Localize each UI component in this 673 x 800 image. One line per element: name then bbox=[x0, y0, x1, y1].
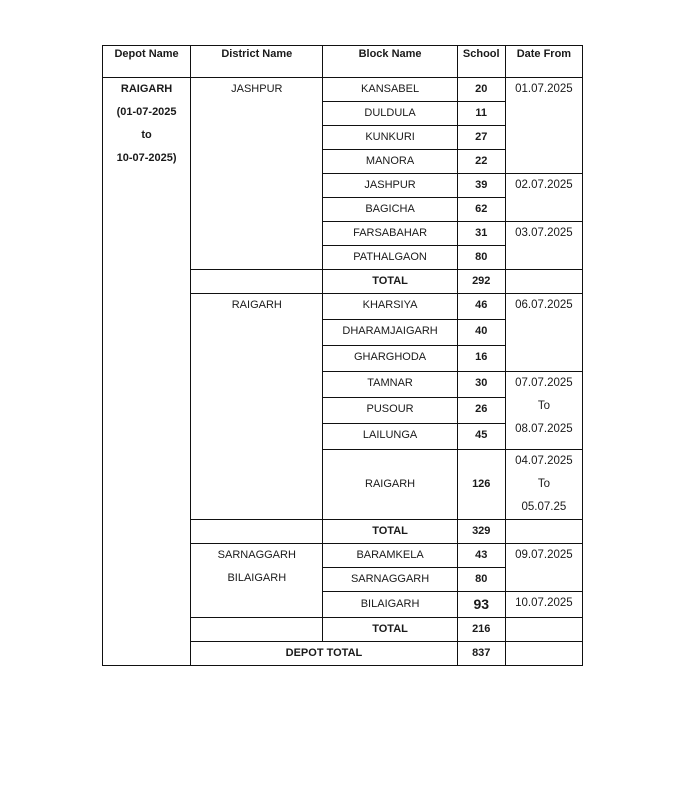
school-count: 27 bbox=[457, 126, 505, 150]
depot-total-date-blank bbox=[505, 642, 582, 666]
depot-name-cell bbox=[103, 78, 191, 666]
block-name: KUNKURI bbox=[323, 126, 457, 150]
total-district-blank bbox=[191, 520, 323, 544]
district-jashpur: JASHPUR bbox=[191, 78, 323, 270]
date-range-to-label: To bbox=[537, 400, 550, 412]
date-from: 10.07.2025 bbox=[505, 592, 582, 618]
date-range-to: 08.07.2025 bbox=[515, 423, 573, 435]
date-range-to: 05.07.25 bbox=[521, 501, 567, 513]
school-count: 31 bbox=[457, 222, 505, 246]
total-label: TOTAL bbox=[323, 270, 457, 294]
depot-total-value: 837 bbox=[457, 642, 505, 666]
school-count: 80 bbox=[457, 568, 505, 592]
school-count: 16 bbox=[457, 346, 505, 372]
depot-range-start: (01-07-2025 bbox=[116, 106, 177, 118]
total-value: 292 bbox=[457, 270, 505, 294]
school-count: 80 bbox=[457, 246, 505, 270]
date-from: 02.07.2025 bbox=[505, 174, 582, 222]
block-name: BILAIGARH bbox=[323, 592, 457, 618]
block-name: BAGICHA bbox=[323, 198, 457, 222]
district-name-line2: BILAIGARH bbox=[227, 572, 287, 584]
date-from: 01.07.2025 bbox=[505, 78, 582, 174]
date-from: 03.07.2025 bbox=[505, 222, 582, 270]
header-district-name: District Name bbox=[191, 46, 323, 78]
depot-schedule-table bbox=[102, 45, 583, 666]
district-raigarh: RAIGARH bbox=[191, 294, 323, 520]
date-range bbox=[505, 450, 582, 520]
school-count: 30 bbox=[457, 372, 505, 398]
block-name: TAMNAR bbox=[323, 372, 457, 398]
date-from: 09.07.2025 bbox=[505, 544, 582, 592]
total-date-blank bbox=[505, 270, 582, 294]
date-range bbox=[505, 372, 582, 450]
depot-range-end: 10-07-2025) bbox=[116, 152, 177, 164]
school-count: 62 bbox=[457, 198, 505, 222]
date-from: 06.07.2025 bbox=[505, 294, 582, 372]
total-date-blank bbox=[505, 520, 582, 544]
school-count: 22 bbox=[457, 150, 505, 174]
table-row bbox=[103, 78, 583, 102]
block-name: RAIGARH bbox=[323, 450, 457, 520]
total-district-blank bbox=[191, 618, 323, 642]
depot-total-label: DEPOT TOTAL bbox=[191, 642, 458, 666]
header-row bbox=[103, 46, 583, 78]
block-name: JASHPUR bbox=[323, 174, 457, 198]
school-count: 26 bbox=[457, 398, 505, 424]
school-count: 40 bbox=[457, 320, 505, 346]
school-count: 20 bbox=[457, 78, 505, 102]
school-count: 39 bbox=[457, 174, 505, 198]
block-name: KANSABEL bbox=[323, 78, 457, 102]
block-name: KHARSIYA bbox=[323, 294, 457, 320]
block-name: GHARGHODA bbox=[323, 346, 457, 372]
header-block-name: Block Name bbox=[323, 46, 457, 78]
school-count: 43 bbox=[457, 544, 505, 568]
district-name-line1: SARNAGGARH bbox=[217, 549, 296, 561]
school-count: 126 bbox=[457, 450, 505, 520]
header-depot-name: Depot Name bbox=[103, 46, 191, 78]
block-name: SARNAGGARH bbox=[323, 568, 457, 592]
depot-name: RAIGARH bbox=[120, 83, 173, 95]
block-name: PUSOUR bbox=[323, 398, 457, 424]
block-name: PATHALGAON bbox=[323, 246, 457, 270]
block-name: LAILUNGA bbox=[323, 424, 457, 450]
total-date-blank bbox=[505, 618, 582, 642]
school-count: 45 bbox=[457, 424, 505, 450]
school-count: 93 bbox=[457, 592, 505, 618]
total-value: 329 bbox=[457, 520, 505, 544]
total-value: 216 bbox=[457, 618, 505, 642]
depot-range-to: to bbox=[141, 129, 152, 141]
date-range-from: 07.07.2025 bbox=[515, 377, 573, 389]
total-label: TOTAL bbox=[323, 520, 457, 544]
block-name: DHARAMJAIGARH bbox=[323, 320, 457, 346]
block-name: FARSABAHAR bbox=[323, 222, 457, 246]
total-district-blank bbox=[191, 270, 323, 294]
school-count: 46 bbox=[457, 294, 505, 320]
district-sarnaggarh-bilaigarh bbox=[191, 544, 323, 618]
block-name: DULDULA bbox=[323, 102, 457, 126]
header-date-from: Date From bbox=[505, 46, 582, 78]
date-range-from: 04.07.2025 bbox=[515, 455, 573, 467]
block-name: BARAMKELA bbox=[323, 544, 457, 568]
school-count: 11 bbox=[457, 102, 505, 126]
header-school: School bbox=[457, 46, 505, 78]
total-label: TOTAL bbox=[323, 618, 457, 642]
block-name: MANORA bbox=[323, 150, 457, 174]
date-range-to-label: To bbox=[537, 478, 550, 490]
